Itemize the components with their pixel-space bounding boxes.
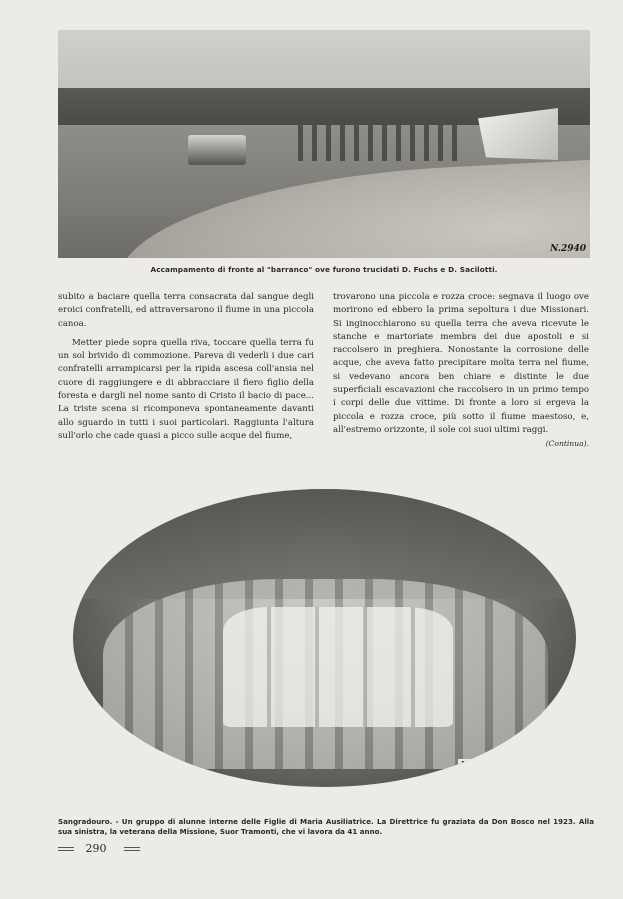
page-footer [58,842,198,855]
photo-boat [188,135,246,165]
article-right-column [333,291,589,451]
footer-ornament [124,847,140,851]
photo-number: N.2937 [458,759,496,769]
camp-photo [58,30,590,258]
paragraph: trovarono una piccola e rozza croce: segnava il luogo ove morirono ed ebbero la prima sepoltura i due Missionari. Si inginocchiarono su quella terra che aveva ricevute le stanche e martoriate membra dei due apostoli e si raccolsero in preghiera. Nonostante la corrosione delle acque, che aveva fatto precipitare molta terra nel fiume, si vedevano ancora ben chiare e distinte le due superficiali escavazioni che raccolsero in un primo tempo i corpi delle due vittime. Di fronte a loro si ergeva la piccola e rozza croce, più sotto il fiume maestoso, e, all'estremo orizzonte, il sole coi suoi ultimi raggi. [333,292,589,435]
photo-people [298,125,458,161]
paragraph: Metter piede sopra quella riva, toccare quella terra fu un sol brivido di commozione. Pareva di vederli i due cari confratelli arrampicarsi per la ripida ascesa coll'ansia nel cuore di raggiungere e di abbracciare il fiero figlio della foresta e dargli nel nome santo di Cristo il bacio di pace... La triste scena si ricomponeva spontaneamente davanti allo sguardo in tutti i suoi particolari. Raggiunta l'altura sull'orlo che cade quasi a picco sulle acque del fiume, [58,337,314,441]
footer-ornament [58,847,74,851]
paragraph: subito a baciare quella terra consacrata dal sangue degli eroici confratelli, ed attraversarono il fiume in una piccola canoa. [58,292,314,329]
top-photo-caption: Accampamento di fronte al "barranco" ove furono trucidati D. Fuchs e D. Sacilotti. [150,265,498,274]
photo-sky [58,30,590,92]
group-photo [73,489,576,787]
group-photo-caption: Sangradouro. - Un gruppo di alunne interne delle Figlie di Maria Ausiliatrice. La Direttrice fu graziata da Don Bosco nel 1923. Alla sua sinistra, la veterana della Missione, Suor Tramonti, che vi lavora da 41 anno. [58,817,594,836]
photo-number: N.2940 [550,244,586,254]
continued-note: (Continua). [545,439,589,449]
photo-sisters [223,607,453,727]
page-number: 290 [85,842,107,855]
article-left-column [58,291,314,443]
